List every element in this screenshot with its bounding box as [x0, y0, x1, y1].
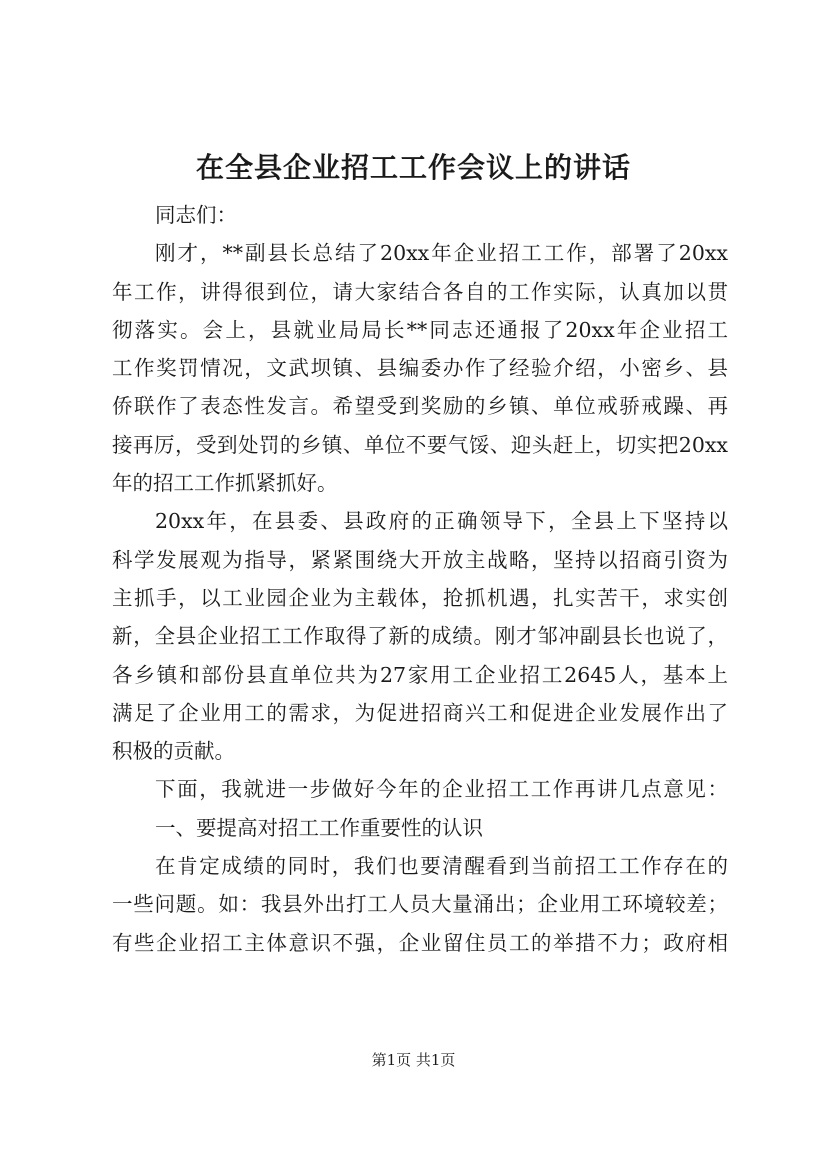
page-footer: 第1页 共1页	[371, 1051, 456, 1069]
section-heading-1: 一、要提高对招工工作重要性的认识	[155, 815, 483, 840]
document-title: 在全县企业招工工作会议上的讲话	[195, 151, 631, 184]
paragraph-1-line-1: 刚才，**副县长总结了20xx年企业招工工作，部署了20xx	[155, 241, 728, 266]
paragraph-2-line-6: 满足了企业用工的需求，为促进招商兴工和促进企业发展作出了	[112, 700, 728, 725]
paragraph-4-line-2: 一些问题。如：我县外出打工人员大量涌出；企业用工环境较差；	[112, 892, 728, 917]
document-body	[112, 196, 728, 962]
salutation-line: 同志们：	[155, 203, 237, 227]
paragraph-3-line-1: 下面，我就进一步做好今年的企业招工工作再讲几点意见：	[155, 777, 728, 802]
paragraph-2-line-4: 新，全县企业招工工作取得了新的成绩。刚才邹冲副县长也说了，	[112, 624, 728, 649]
paragraph-1-line-7: 年的招工工作抓紧抓好。	[112, 471, 338, 496]
paragraph-1-line-6: 接再厉，受到处罚的乡镇、单位不要气馁、迎头赶上，切实把20xx	[112, 432, 728, 457]
paragraph-2-line-7: 积极的贡献。	[112, 739, 235, 764]
paragraph-4-line-3: 有些企业招工主体意识不强，企业留住员工的举措不力；政府相	[112, 930, 728, 955]
paragraph-1-line-4: 工作奖罚情况，文武坝镇、县编委办作了经验介绍，小密乡、县	[112, 356, 728, 381]
paragraph-2-line-1: 20xx年，在县委、县政府的正确领导下，全县上下坚持以	[155, 509, 728, 534]
paragraph-2-line-2: 科学发展观为指导，紧紧围绕大开放主战略，坚持以招商引资为	[112, 547, 728, 572]
paragraph-1-line-3: 彻落实。会上，县就业局局长**同志还通报了20xx年企业招工	[112, 317, 728, 342]
paragraph-2-line-3: 主抓手，以工业园企业为主载体，抢抓机遇，扎实苦干，求实创	[112, 585, 728, 610]
paragraph-1-line-2: 年工作，讲得很到位，请大家结合各自的工作实际，认真加以贯	[112, 279, 728, 304]
paragraph-4-line-1: 在肯定成绩的同时，我们也要清醒看到当前招工工作存在的	[155, 854, 728, 879]
paragraph-1-line-5: 侨联作了表态性发言。希望受到奖励的乡镇、单位戒骄戒躁、再	[112, 394, 728, 419]
paragraph-2-line-5: 各乡镇和部份县直单位共为27家用工企业招工2645人，基本上	[112, 662, 728, 687]
